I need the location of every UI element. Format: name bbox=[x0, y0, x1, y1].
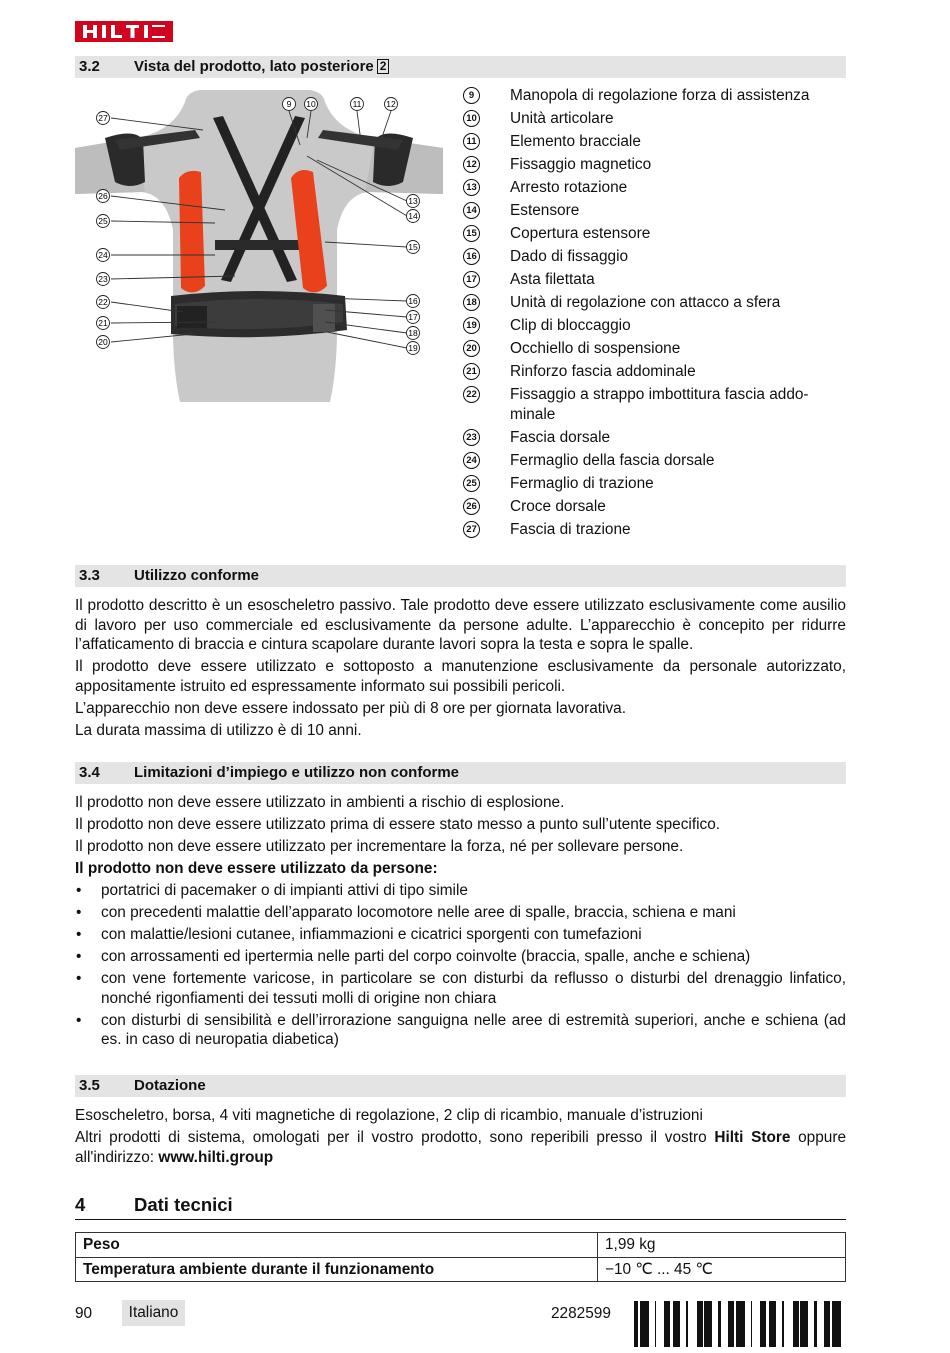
legend-item bbox=[463, 339, 848, 359]
legend-number-badge: 11 bbox=[463, 133, 480, 150]
legend-number-badge: 19 bbox=[463, 317, 480, 334]
legend-item bbox=[463, 155, 848, 175]
section-3-5-body bbox=[75, 1106, 846, 1170]
legend-number-badge: 13 bbox=[463, 179, 480, 196]
legend-label: Manopola di regolazione forza di assistenza bbox=[510, 87, 810, 104]
legend-label: Arresto rotazione bbox=[510, 179, 628, 196]
svg-text:9: 9 bbox=[286, 99, 292, 109]
section-3-3-body bbox=[75, 596, 846, 743]
section-3-4-body bbox=[75, 793, 846, 1052]
language-label: Italiano bbox=[122, 1300, 185, 1326]
table-row bbox=[76, 1257, 846, 1282]
legend-item bbox=[463, 270, 848, 290]
callout-24 bbox=[97, 249, 110, 262]
list-intro: Il prodotto non deve essere utilizzato da persone: bbox=[75, 860, 438, 877]
legend-item bbox=[463, 86, 848, 106]
callout-19 bbox=[407, 342, 420, 355]
callout-13 bbox=[407, 195, 420, 208]
svg-text:19: 19 bbox=[408, 343, 418, 353]
section-title: Utilizzo conforme bbox=[134, 567, 260, 584]
chapter-number: 4 bbox=[75, 1194, 86, 1215]
hilti-logo bbox=[75, 21, 173, 42]
legend-number-badge: 26 bbox=[463, 498, 480, 515]
legend-number-badge: 10 bbox=[463, 110, 480, 127]
svg-text:17: 17 bbox=[408, 312, 418, 322]
legend-number-badge: 16 bbox=[463, 248, 480, 265]
legend-item bbox=[463, 293, 848, 313]
callout-12 bbox=[385, 98, 398, 111]
legend-label: Fissaggio a strappo imbottitura fascia addo-minale bbox=[510, 386, 809, 423]
legend-label: Fermaglio della fascia dorsale bbox=[510, 451, 715, 469]
figure-reference: 2 bbox=[377, 59, 390, 74]
bullet-list bbox=[75, 881, 846, 1050]
callout-15 bbox=[407, 241, 420, 254]
legend-number-badge: 9 bbox=[463, 87, 480, 104]
section-number: 3.5 bbox=[79, 1077, 100, 1094]
paragraph: Il prodotto non deve essere utilizzato prima di essere stato messo a punto sull’utente specifico. bbox=[75, 816, 721, 833]
legend-label: Clip di bloccaggio bbox=[510, 317, 631, 334]
legend-label: Unità di regolazione con attacco a sfera bbox=[510, 294, 781, 311]
legend-item bbox=[463, 224, 848, 244]
svg-text:20: 20 bbox=[98, 337, 108, 347]
svg-text:26: 26 bbox=[98, 191, 108, 201]
section-title: Limitazioni d’impiego e utilizzo non conforme bbox=[134, 764, 459, 781]
legend-item bbox=[463, 451, 848, 471]
list-item: • con precedenti malattie dell’apparato locomotore nelle aree di spalle, braccia, schiena e mani bbox=[75, 903, 846, 923]
legend-number-badge: 18 bbox=[463, 294, 480, 311]
legend-item bbox=[463, 247, 848, 267]
legend-number-badge: 14 bbox=[463, 202, 480, 219]
legend-item bbox=[463, 520, 848, 540]
legend-number-badge: 24 bbox=[463, 452, 480, 469]
legend-number-badge: 23 bbox=[463, 429, 480, 446]
chapter-4-heading bbox=[75, 1194, 846, 1220]
paragraph: Il prodotto descritto è un esoscheletro passivo. Tale prodotto deve essere utilizzato esclusivamente come ausilio di lavoro per uso commerciale ed esclusivamente da persone adulte. L’apparecchio è concepito per ridurre l’affaticamento di braccia e cintura scapolare durante lavori sopra la testa e sopra le spalle. bbox=[75, 597, 846, 653]
legend-number-badge: 17 bbox=[463, 271, 480, 288]
spec-value: 1,99 kg bbox=[598, 1233, 846, 1258]
legend-item bbox=[463, 385, 848, 424]
legend-list bbox=[463, 86, 848, 543]
product-rear-view-figure bbox=[75, 90, 443, 402]
legend-label: Croce dorsale bbox=[510, 497, 606, 515]
callout-26 bbox=[97, 190, 110, 203]
legend-label: Copertura estensore bbox=[510, 225, 651, 242]
legend-item bbox=[463, 132, 848, 152]
legend-number-badge: 21 bbox=[463, 363, 480, 380]
legend-item bbox=[463, 428, 848, 448]
section-3-3-heading bbox=[75, 565, 846, 587]
callout-9 bbox=[283, 98, 296, 111]
legend-label: Fermaglio di trazione bbox=[510, 474, 654, 492]
paragraph: La durata massima di utilizzo è di 10 anni. bbox=[75, 721, 362, 739]
legend-number-badge: 25 bbox=[463, 475, 480, 492]
spec-value: −10 ℃ ... 45 ℃ bbox=[598, 1257, 846, 1282]
legend-item bbox=[463, 201, 848, 221]
legend-number-badge: 20 bbox=[463, 340, 480, 357]
svg-text:10: 10 bbox=[306, 99, 316, 109]
svg-text:14: 14 bbox=[408, 211, 418, 221]
legend-number-badge: 22 bbox=[463, 386, 480, 403]
legend-label: Elemento bracciale bbox=[510, 133, 641, 150]
legend-label: Fissaggio magnetico bbox=[510, 156, 652, 173]
legend-label: Dado di fissaggio bbox=[510, 248, 629, 265]
paragraph: Il prodotto deve essere utilizzato e sottoposto a manutenzione esclusivamente da personale autorizzato, appositamente istruito ed espressamente informato sui possibili pericoli. bbox=[75, 658, 846, 695]
callout-18 bbox=[407, 327, 420, 340]
spec-key: Temperatura ambiente durante il funzionamento bbox=[76, 1257, 598, 1282]
callout-21 bbox=[97, 317, 110, 330]
document-code: 2282599 bbox=[551, 1305, 611, 1322]
section-3-2-heading bbox=[75, 56, 846, 78]
svg-text:12: 12 bbox=[386, 99, 396, 109]
legend-item bbox=[463, 362, 848, 382]
legend-item bbox=[463, 316, 848, 336]
legend-number-badge: 15 bbox=[463, 225, 480, 242]
svg-text:23: 23 bbox=[98, 274, 108, 284]
section-title: Vista del prodotto, lato posteriore 2 bbox=[134, 56, 389, 78]
paragraph: Altri prodotti di sistema, omologati per il vostro prodotto, sono reperibili presso il vostro Hilti Store oppure all'indirizzo: www.hilti.group bbox=[75, 1129, 847, 1166]
svg-text:13: 13 bbox=[408, 196, 418, 206]
section-3-5-heading bbox=[75, 1075, 846, 1097]
legend-number-badge: 12 bbox=[463, 156, 480, 173]
table-row bbox=[76, 1233, 846, 1258]
svg-text:15: 15 bbox=[408, 242, 418, 252]
callout-20 bbox=[97, 336, 110, 349]
callout-27 bbox=[97, 112, 110, 125]
callout-17 bbox=[407, 311, 420, 324]
paragraph: L’apparecchio non deve essere indossato per più di 8 ore per giornata lavorativa. bbox=[75, 699, 626, 717]
callout-25 bbox=[97, 215, 110, 228]
callout-10 bbox=[305, 98, 318, 111]
callout-23 bbox=[97, 273, 110, 286]
section-title: Dotazione bbox=[134, 1077, 206, 1094]
svg-text:21: 21 bbox=[98, 318, 108, 328]
list-item: • con malattie/lesioni cutanee, infiammazioni e cicatrici sporgenti con tumefazioni bbox=[75, 925, 846, 945]
chapter-title: Dati tecnici bbox=[134, 1194, 233, 1215]
paragraph: Il prodotto non deve essere utilizzato in ambienti a rischio di esplosione. bbox=[75, 794, 565, 811]
legend-item bbox=[463, 109, 848, 129]
section-3-4-heading bbox=[75, 762, 846, 784]
legend-label: Fascia di trazione bbox=[510, 520, 631, 538]
section-number: 3.2 bbox=[79, 58, 100, 75]
legend-label: Estensore bbox=[510, 202, 580, 219]
barcode bbox=[634, 1301, 846, 1347]
paragraph: Esoscheletro, borsa, 4 viti magnetiche di regolazione, 2 clip di ricambio, manuale d’istruzioni bbox=[75, 1107, 703, 1124]
legend-label: Unità articolare bbox=[510, 110, 614, 127]
page-number: 90 bbox=[75, 1305, 93, 1322]
list-item: • portatrici di pacemaker o di impianti attivi di tipo simile bbox=[75, 881, 846, 901]
svg-text:18: 18 bbox=[408, 328, 418, 338]
callout-14 bbox=[407, 210, 420, 223]
list-item: • con arrossamenti ed ipertermia nelle parti del corpo coinvolte (braccia, spalle, anche e schiena) bbox=[75, 947, 846, 967]
legend-number-badge: 27 bbox=[463, 521, 480, 538]
legend-item bbox=[463, 178, 848, 198]
callout-11 bbox=[351, 98, 364, 111]
svg-text:25: 25 bbox=[98, 216, 108, 226]
legend-label: Asta filettata bbox=[510, 271, 595, 288]
website-link[interactable]: www.hilti.group bbox=[158, 1148, 274, 1166]
paragraph: Il prodotto non deve essere utilizzato per incrementare la forza, né per sollevare persone. bbox=[75, 838, 684, 855]
legend-item bbox=[463, 474, 848, 494]
legend-label: Occhiello di sospensione bbox=[510, 340, 681, 357]
svg-text:27: 27 bbox=[98, 113, 108, 123]
legend-item bbox=[463, 497, 848, 517]
hilti-store-text: Hilti Store bbox=[714, 1129, 791, 1146]
svg-text:22: 22 bbox=[98, 297, 108, 307]
section-number: 3.4 bbox=[79, 764, 100, 781]
list-item: • con vene fortemente varicose, in particolare se con disturbi da reflusso o disturbi del drenaggio linfatico, nonché rigonfiamenti dei tessuti molli di origine non chiara bbox=[75, 969, 846, 1008]
svg-text:24: 24 bbox=[98, 250, 108, 260]
legend-label: Fascia dorsale bbox=[510, 428, 611, 446]
callout-22 bbox=[97, 296, 110, 309]
legend-label: Rinforzo fascia addominale bbox=[510, 363, 696, 380]
svg-text:11: 11 bbox=[352, 99, 362, 109]
spec-key: Peso bbox=[76, 1233, 598, 1258]
technical-data-table bbox=[75, 1232, 846, 1282]
section-number: 3.3 bbox=[79, 567, 100, 584]
callout-16 bbox=[407, 295, 420, 308]
list-item: • con disturbi di sensibilità e dell’irrorazione sanguigna nelle aree di estremità superiori, anche e schiena (ad es. in caso di neuropatia diabetica) bbox=[75, 1011, 846, 1050]
svg-text:16: 16 bbox=[408, 296, 418, 306]
